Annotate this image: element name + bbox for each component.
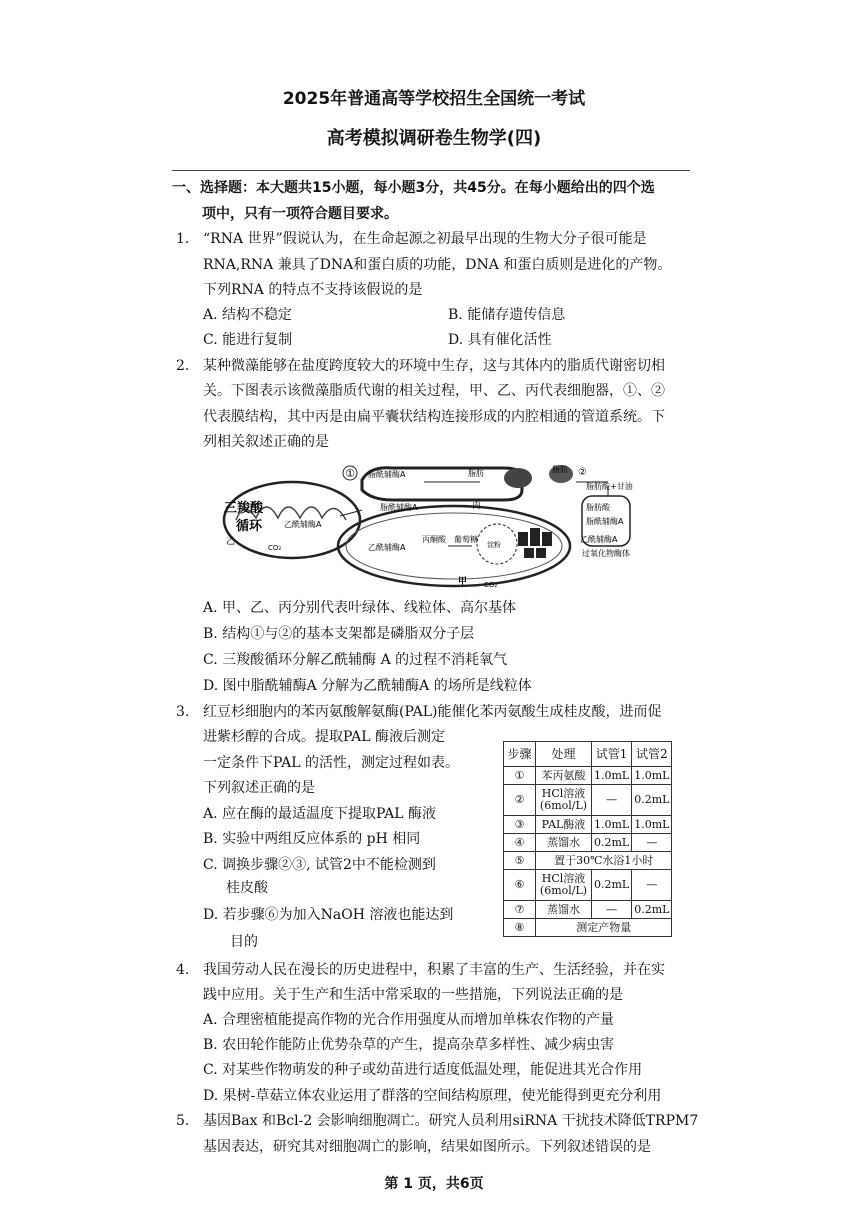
q3-option-d-line2: 目的 (230, 934, 258, 950)
q1-stem-line3: 下列RNA 的特点不支持该假说的是 (203, 282, 423, 298)
table-cell: ⑧ (504, 919, 536, 937)
table-cell: 1.0mL (592, 816, 632, 834)
q4-option-c: C. 对某些作物萌发的种子或幼苗进行适度低温处理，能促进其光合作用 (203, 1062, 643, 1078)
table-row (504, 901, 672, 919)
q4-option-a: A. 合理密植能提高作物的光合作用强度从而增加单株农作物的产量 (203, 1012, 615, 1028)
table-row (504, 785, 672, 816)
q3-option-c-line2: 桂皮酸 (226, 880, 268, 896)
q3-number: 3. (176, 704, 190, 720)
table-cell: ① (504, 767, 536, 785)
table-header-cell: 试管1 (592, 742, 632, 767)
table-cell-line: HCl溶液 (541, 787, 586, 800)
table-cell: 0.2mL (632, 901, 672, 919)
q3-stem-line4: 下列叙述正确的是 (203, 780, 315, 796)
label-acetyl-inner: 乙酰辅酶A (284, 520, 322, 529)
q2-option-d: D. 图中脂酰辅酶A 分解为乙酰辅酶A 的场所是线粒体 (203, 678, 532, 694)
table-cell: — (632, 834, 672, 852)
q3-stem-line3: 一定条件下PAL 的活性，测定过程如表。 (203, 755, 459, 771)
q2-option-b: B. 结构①与②的基本支架都是磷脂双分子层 (203, 626, 475, 642)
q1-option-d: D. 具有催化活性 (448, 332, 552, 348)
table-cell: 蒸馏水 (536, 834, 592, 852)
q4-stem-line1: 我国劳动人民在漫长的历史进程中，积累了丰富的生产、生活经验，并在实 (203, 962, 665, 978)
table-cell: — (632, 870, 672, 901)
page-footer: 第 1 页，共6页 (384, 1176, 484, 1192)
table-row (504, 767, 672, 785)
table-header-row (504, 742, 672, 767)
table-header-cell: 试管2 (632, 742, 672, 767)
section-heading-line2: 项中，只有一项符合题目要求。 (202, 206, 398, 222)
q3-stem-line1: 红豆杉细胞内的苯丙氨酸解氨酶(PAL)能催化苯丙氨酸生成桂皮酸，进而促 (203, 704, 662, 720)
pal-procedure-table (503, 741, 672, 937)
q2-stem-line3: 代表膜结构，其中丙是由扁平囊状结构连接形成的内腔相通的管道系统。下 (203, 409, 665, 425)
label-fatty-acid-glycerol: 脂肪酸+甘油 (586, 482, 633, 491)
table-cell: 苯丙氨酸 (536, 767, 592, 785)
q1-option-a: A. 结构不稳定 (203, 307, 293, 323)
q1-stem-line1: “RNA 世界”假说认为，在生命起源之初最早出现的生物大分子很可能是 (203, 231, 647, 247)
table-cell (536, 785, 592, 816)
table-cell: 0.2mL (592, 870, 632, 901)
q2-option-c: C. 三羧酸循环分解乙酰辅酶 A 的过程不消耗氧气 (203, 652, 508, 668)
table-cell: ⑥ (504, 870, 536, 901)
label-acyl-coa-mid: 脂酰辅酶A (380, 503, 418, 512)
table-row (504, 852, 672, 870)
q3-option-c-line1: C. 调换步骤②③, 试管2中不能检测到 (203, 857, 436, 873)
table-header-cell: 处理 (536, 742, 592, 767)
table-cell: PAL酶液 (536, 816, 592, 834)
q4-number: 4. (176, 962, 190, 978)
table-cell-merged: 置于30℃水浴1小时 (536, 852, 672, 870)
table-cell: ⑤ (504, 852, 536, 870)
header-rule (172, 170, 690, 171)
q2-option-a: A. 甲、乙、丙分别代表叶绿体、线粒体、高尔基体 (203, 600, 517, 616)
q1-stem-line2: RNA,RNA 兼具了DNA和蛋白质的功能，DNA 和蛋白质则是进化的产物。 (203, 257, 672, 273)
q5-stem-line2: 基因表达，研究其对细胞凋亡的影响，结果如图所示。下列叙述错误的是 (203, 1139, 651, 1155)
q2-stem-line2: 关。下图表示该微藻脂质代谢的相关过程，甲、乙、丙代表细胞器，①、② (203, 383, 665, 399)
table-row (504, 816, 672, 834)
label-bing: 丙 (472, 501, 482, 511)
label-fat-right: 脂肪 (552, 465, 568, 474)
table-cell: 0.2mL (592, 834, 632, 852)
label-acyl-coa-top: 脂酰辅酶A (368, 470, 406, 479)
q4-stem-line2: 践中应用。关于生产和生活中常采取的一些措施，下列说法正确的是 (203, 987, 623, 1003)
label-peroxisome-acyl-coa: 脂酰辅酶A (586, 517, 624, 526)
label-acetyl-mid: 乙酰辅酶A (368, 543, 406, 552)
table-cell-line: HCl溶液 (541, 872, 586, 885)
q4-option-d: D. 果树-草菇立体农业运用了群落的空间结构原理，使光能得到更充分利用 (203, 1088, 662, 1104)
table-cell-merged: 测定产物量 (536, 919, 672, 937)
table-cell: — (592, 785, 632, 816)
label-circle2: ② (578, 467, 587, 478)
label-circle1: ① (345, 467, 355, 480)
q4-option-b: B. 农田轮作能防止优势杂草的产生，提高杂草多样性、减少病虫害 (203, 1037, 615, 1053)
q1-number: 1. (176, 231, 190, 247)
table-cell: ③ (504, 816, 536, 834)
label-peroxisome-acetyl: 乙酰辅酶A (580, 535, 618, 544)
q2-stem-line4: 列相关叙述正确的是 (203, 434, 329, 450)
label-peroxisome-fatty-acid: 脂肪酸 (586, 503, 610, 512)
label-fat-left: 脂肪 (468, 469, 484, 478)
q3-option-a: A. 应在酶的最适温度下提取PAL 酶液 (203, 806, 437, 822)
table-cell: 0.2mL (632, 785, 672, 816)
label-glucose: 葡萄糖 (454, 535, 478, 544)
table-row (504, 834, 672, 852)
table-row (504, 870, 672, 901)
table-cell: 1.0mL (632, 767, 672, 785)
exam-subtitle: 高考模拟调研卷生物学(四) (326, 128, 542, 149)
label-co2-bottom: CO₂ (484, 581, 498, 589)
q1-option-b: B. 能储存遗传信息 (448, 307, 566, 323)
q3-option-d-line1: D. 若步骤⑥为加入NaOH 溶液也能达到 (203, 907, 454, 923)
table-cell: ⑦ (504, 901, 536, 919)
q1-option-c: C. 能进行复制 (203, 332, 293, 348)
table-cell-line: (6mol/L) (539, 884, 588, 897)
exam-title: 2025年普通高等学校招生全国统一考试 (282, 89, 586, 109)
label-starch: 淀粉 (487, 541, 501, 549)
table-cell: — (592, 901, 632, 919)
table-cell-line: (6mol/L) (539, 799, 588, 812)
label-peroxisome: 过氧化物酶体 (582, 549, 630, 558)
q2-stem-line1: 某种微藻能够在盐度跨度较大的环境中生存，这与其体内的脂质代谢密切相 (203, 358, 665, 374)
lipid-metabolism-diagram (222, 460, 654, 590)
table-cell: ④ (504, 834, 536, 852)
lipid-droplet-shape (504, 468, 532, 488)
table-cell: 1.0mL (632, 816, 672, 834)
label-yi: 乙 (226, 537, 236, 547)
label-jia: 甲 (458, 577, 468, 587)
q3-stem-line2: 进紫杉醇的合成。提取PAL 酶液后测定 (203, 729, 445, 745)
q3-option-b: B. 实验中两组反应体系的 pH 相同 (203, 831, 421, 847)
label-pyruvate: 丙酮酸 (422, 535, 446, 544)
table-cell: 1.0mL (592, 767, 632, 785)
table-cell: ② (504, 785, 536, 816)
label-co2-left: CO₂ (268, 544, 282, 552)
q5-number: 5. (176, 1113, 190, 1129)
table-cell: 蒸馏水 (536, 901, 592, 919)
label-tca2: 循环 (236, 519, 263, 534)
table-cell (536, 870, 592, 901)
table-row (504, 919, 672, 937)
section-heading-line1: 一、选择题：本大题共15小题，每小题3分，共45分。在每小题给出的四个选 (172, 180, 655, 196)
q5-stem-line1: 基因Bax 和Bcl-2 会影响细胞凋亡。研究人员利用siRNA 干扰技术降低TRPM7 (203, 1113, 699, 1129)
label-tca1: 三羧酸 (224, 501, 264, 516)
q2-number: 2. (176, 358, 190, 374)
table-header-cell: 步骤 (504, 742, 536, 767)
